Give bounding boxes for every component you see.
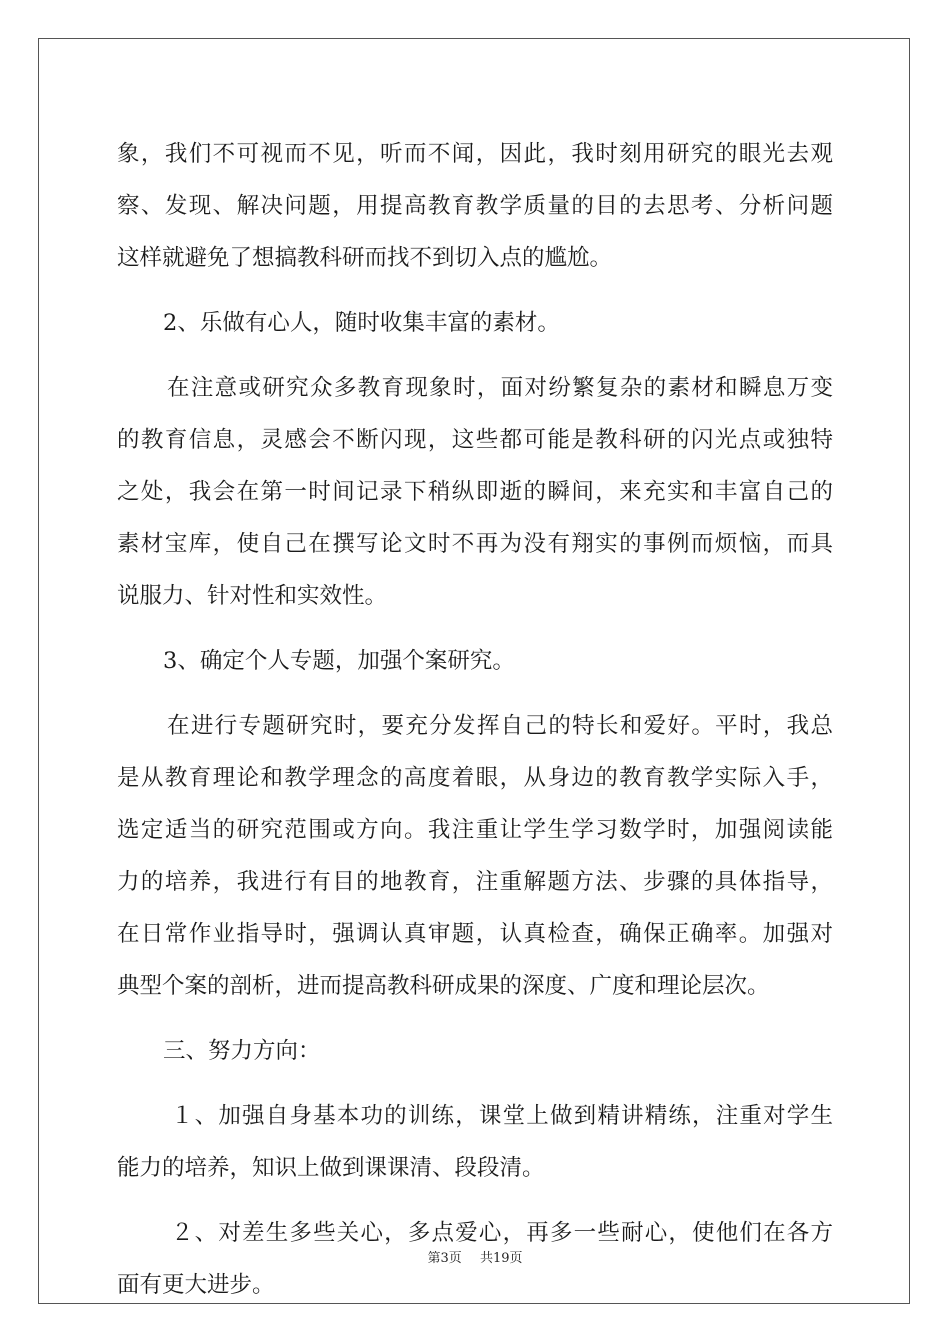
text-line: 象，我们不可视而不见，听而不闻，因此，我时刻用研究的眼光去观 — [117, 141, 833, 167]
text-line: 典型个案的剖析，进而提高教科研成果的深度、广度和理论层次。 — [117, 973, 770, 999]
document-body — [117, 128, 833, 1311]
text-line: 力的培养，我进行有目的地教育，注重解题方法、步骤的具体指导， — [117, 869, 833, 895]
text-line: 是从教育理论和教学理念的高度着眼，从身边的教育教学实际入手， — [117, 765, 833, 791]
section-heading: 2、乐做有心人，随时收集丰富的素材。 — [163, 310, 560, 336]
text-line: 在进行专题研究时，要充分发挥自己的特长和爱好。平时，我总 — [167, 713, 833, 739]
text-line: 察、发现、解决问题，用提高教育教学质量的目的去思考、分析问题 — [117, 193, 833, 219]
page-number: 第3页 — [427, 1251, 462, 1266]
section-heading: 三、努力方向： — [163, 1038, 321, 1064]
text-line: 在注意或研究众多教育现象时，面对纷繁复杂的素材和瞬息万变 — [167, 375, 833, 401]
text-line: ２、对差生多些关心，多点爱心，再多一些耐心，使他们在各方 — [171, 1220, 833, 1246]
text-line: 说服力、针对性和实效性。 — [117, 583, 388, 609]
text-line: 之处，我会在第一时间记录下稍纵即逝的瞬间，来充实和丰富自己的 — [117, 479, 833, 505]
text-line: 素材宝库，使自己在撰写论文时不再为没有翔实的事例而烦恼，而具 — [117, 531, 833, 557]
text-line: 的教育信息，灵感会不断闪现，这些都可能是教科研的闪光点或独特 — [117, 427, 833, 453]
text-line: 这样就避免了想搞教科研而找不到切入点的尴尬。 — [117, 245, 613, 271]
page-total: 共19页 — [479, 1251, 523, 1266]
page-footer — [0, 1247, 950, 1266]
text-line: 能力的培养，知识上做到课课清、段段清。 — [117, 1155, 545, 1181]
text-line: 面有更大进步。 — [117, 1272, 275, 1298]
section-heading: 3、确定个人专题，加强个案研究。 — [163, 648, 515, 674]
text-line: 选定适当的研究范围或方向。我注重让学生学习数学时，加强阅读能 — [117, 817, 833, 843]
text-line: １、加强自身基本功的训练，课堂上做到精讲精练，注重对学生 — [171, 1103, 833, 1129]
text-line: 在日常作业指导时，强调认真审题，认真检查，确保正确率。加强对 — [117, 921, 833, 947]
